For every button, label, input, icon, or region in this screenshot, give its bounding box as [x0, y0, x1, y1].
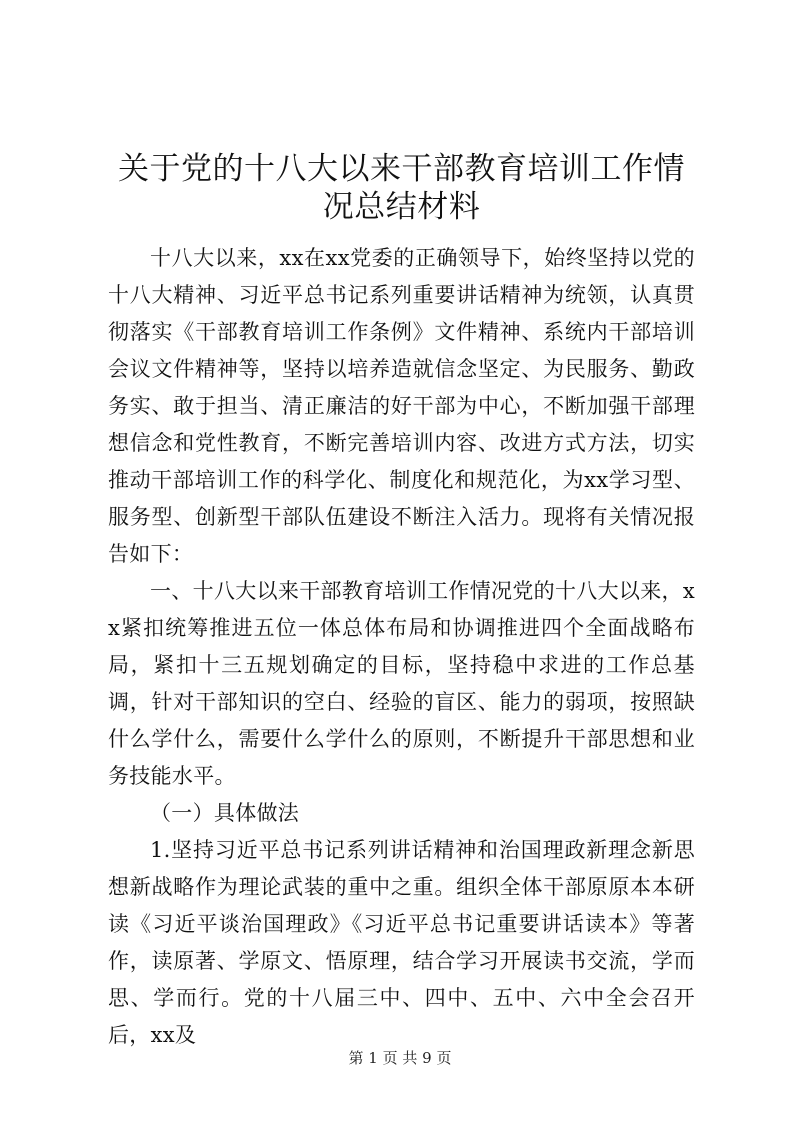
document-body	[108, 240, 695, 1054]
document-title: 关于党的十八大以来干部教育培训工作情况总结材料	[118, 151, 685, 225]
paragraph-section-one: 一、十八大以来干部教育培训工作情况党的十八大以来，xx紧扣统筹推进五位一体总体布局和协调推进四个全面战略布局，紧扣十三五规划确定的目标，坚持稳中求进的工作总基调，针对干部知识的空白、经验的盲区、能力的弱项，按照缺什么学什么，需要什么学什么的原则，不断提升干部思想和业务技能水平。	[108, 579, 695, 788]
paragraph-intro: 十八大以来，xx在xx党委的正确领导下，始终坚持以党的十八大精神、习近平总书记系列重要讲话精神为统领，认真贯彻落实《干部教育培训工作条例》文件精神、系统内干部培训会议文件精神等，坚持以培养造就信念坚定、为民服务、勤政务实、敢于担当、清正廉洁的好干部为中心，不断加强干部理想信念和党性教育，不断完善培训内容、改进方式方法，切实推动干部培训工作的科学化、制度化和规范化，为xx学习型、服务型、创新型干部队伍建设不断注入活力。现将有关情况报告如下：	[108, 246, 695, 566]
paragraph-item-one: 1.坚持习近平总书记系列讲话精神和治国理政新理念新思想新战略作为理论武装的重中之重。组织全体干部原原本本研读《习近平谈治国理政》《习近平总书记重要讲话读本》等著作，读原著、学原文、悟原理，结合学习开展读书交流，学而思、学而行。党的十八届三中、四中、五中、六中全会召开后，xx及	[108, 838, 695, 1047]
subheading-specific-methods: （一）具体做法	[150, 801, 300, 825]
page-number-footer: 第 1 页 共 9 页	[348, 1049, 452, 1067]
